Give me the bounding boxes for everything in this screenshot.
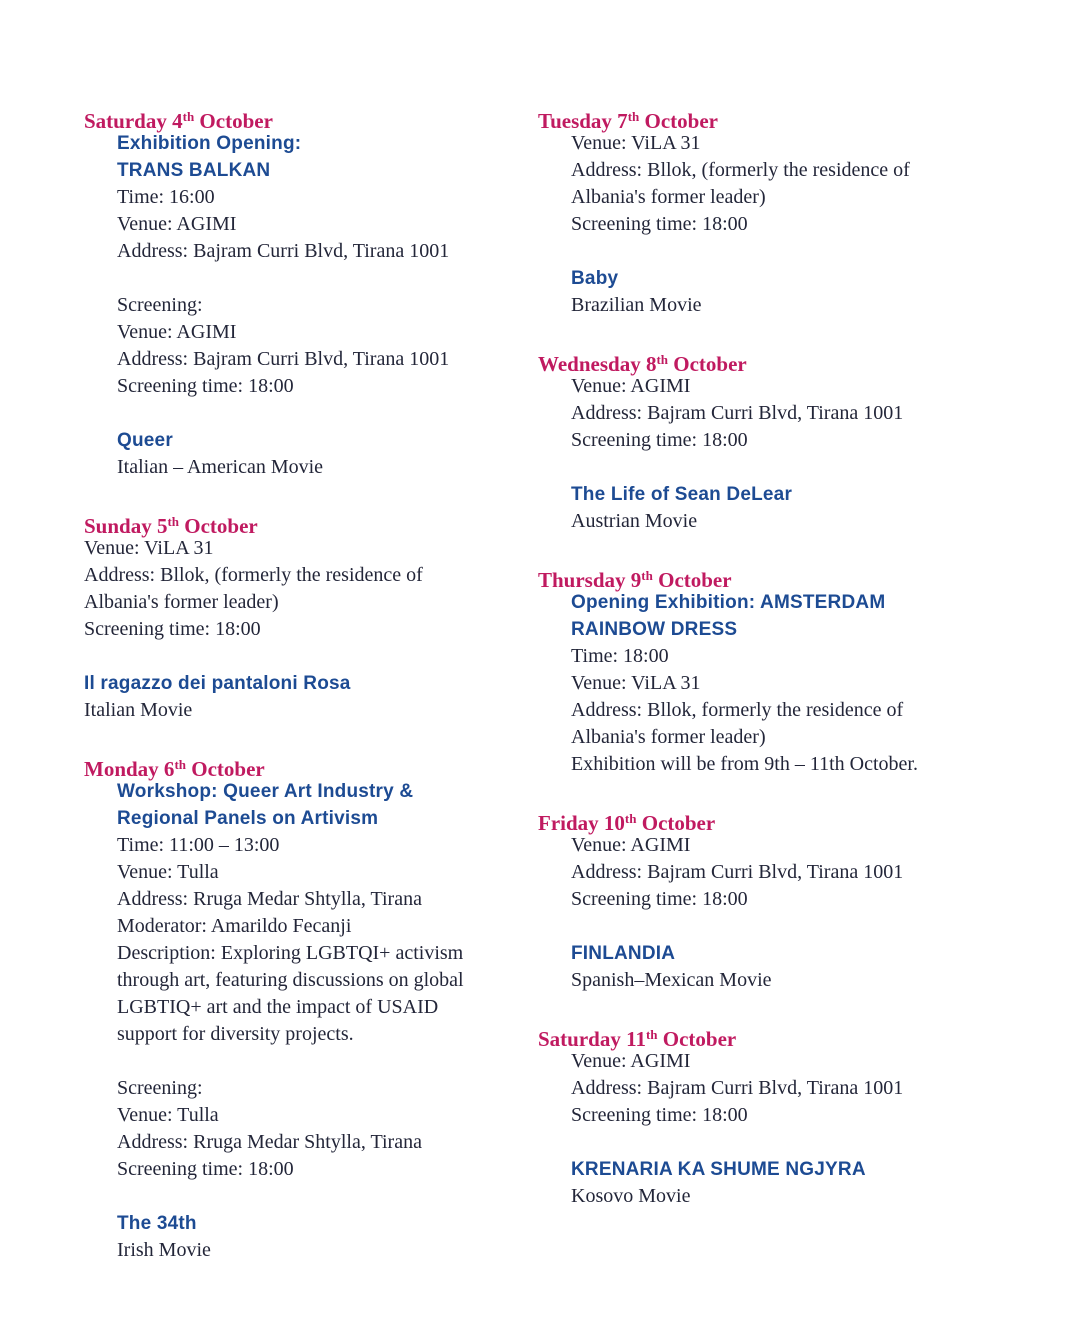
date-ordinal-suffix: th <box>627 109 640 124</box>
event-block <box>84 130 529 265</box>
event-detail-line: Screening time: 18:00 <box>117 375 294 397</box>
event-detail-line: Screening time: 18:00 <box>571 1104 748 1126</box>
date-ordinal-suffix: th <box>167 514 180 529</box>
event-detail-line: Address: Bajram Curri Blvd, Tirana 1001 <box>117 240 450 262</box>
event-title-line: KRENARIA KA SHUME NGJYRA <box>571 1159 866 1180</box>
event-detail-line: Venue: ViLA 31 <box>571 132 701 154</box>
event-detail-line: Screening time: 18:00 <box>571 888 748 910</box>
event-detail-line: Italian Movie <box>84 699 193 721</box>
event-block <box>84 535 529 643</box>
date-month: October <box>179 514 258 538</box>
event-detail-line: Address: Rruga Medar Shtylla, Tirana <box>117 888 422 910</box>
event-detail-line: Time: 11:00 – 13:00 <box>117 834 280 856</box>
event-block <box>84 1210 529 1264</box>
event-title-line: TRANS BALKAN <box>117 160 271 181</box>
event-detail-line: Albania's former leader) <box>84 591 279 613</box>
event-title-line: The Life of Sean DeLear <box>571 484 793 505</box>
date-ordinal-suffix: th <box>645 1027 658 1042</box>
date-month: October <box>194 109 273 133</box>
date-heading <box>84 103 529 133</box>
event-title-line: The 34th <box>117 1213 197 1234</box>
event-title-line: Queer <box>117 430 173 451</box>
date-heading <box>538 562 998 592</box>
date-heading <box>538 1021 998 1051</box>
event-detail-line: Albania's former leader) <box>571 726 766 748</box>
day-section <box>84 508 529 724</box>
event-detail-line: Exhibition will be from 9th – 11th October. <box>571 753 918 775</box>
event-detail-line: Austrian Movie <box>571 510 698 532</box>
day-section <box>538 562 998 778</box>
schedule-column-left <box>84 103 529 1291</box>
date-ordinal-suffix: th <box>174 757 186 772</box>
event-block <box>538 130 998 238</box>
date-month: October <box>652 568 732 592</box>
date-day: Tuesday 7 <box>538 109 628 133</box>
event-detail-line: Address: Bajram Curri Blvd, Tirana 1001 <box>571 861 904 883</box>
event-detail-line: Moderator: Amarildo Fecanji <box>117 915 352 937</box>
date-day: Saturday 4 <box>84 109 183 133</box>
event-detail-line: Screening: <box>117 1077 203 1099</box>
event-block <box>538 589 998 778</box>
date-month: October <box>668 352 747 376</box>
event-title-line: FINLANDIA <box>571 943 676 964</box>
day-section <box>538 1021 998 1210</box>
date-day: Saturday 11 <box>538 1027 646 1051</box>
event-detail-line: Address: Bajram Curri Blvd, Tirana 1001 <box>571 402 904 424</box>
event-block <box>538 373 998 454</box>
event-detail-line: Venue: ViLA 31 <box>571 672 701 694</box>
day-section <box>84 103 529 481</box>
date-day: Thursday 9 <box>538 568 642 592</box>
event-detail-line: Italian – American Movie <box>117 456 324 478</box>
event-detail-line: through art, featuring discussions on global <box>117 969 464 991</box>
event-detail-line: Venue: ViLA 31 <box>84 537 214 559</box>
date-heading <box>84 508 529 538</box>
event-detail-line: Venue: AGIMI <box>117 321 237 343</box>
event-detail-line: Venue: Tulla <box>117 861 219 883</box>
event-detail-line: Irish Movie <box>117 1239 211 1261</box>
event-detail-line: Albania's former leader) <box>571 186 766 208</box>
date-month: October <box>186 757 265 781</box>
event-block <box>538 940 998 994</box>
event-title-line: Opening Exhibition: AMSTERDAM <box>571 592 886 613</box>
event-detail-line: Address: Bajram Curri Blvd, Tirana 1001 <box>571 1077 904 1099</box>
day-section <box>538 103 998 319</box>
event-detail-line: Time: 16:00 <box>117 186 215 208</box>
event-detail-line: Brazilian Movie <box>571 294 702 316</box>
event-title-line: Regional Panels on Artivism <box>117 808 379 829</box>
event-detail-line: support for diversity projects. <box>117 1023 354 1045</box>
event-block <box>538 481 998 535</box>
date-ordinal-suffix: th <box>182 109 195 124</box>
date-day: Friday 10 <box>538 811 625 835</box>
date-ordinal-suffix: th <box>656 352 669 367</box>
date-day: Monday 6 <box>84 757 175 781</box>
event-detail-line: Screening time: 18:00 <box>117 1158 294 1180</box>
date-ordinal-suffix: th <box>624 811 637 826</box>
event-detail-line: Venue: AGIMI <box>117 213 237 235</box>
event-detail-line: Screening time: 18:00 <box>571 429 748 451</box>
event-block <box>84 292 529 400</box>
event-detail-line: Time: 18:00 <box>571 645 669 667</box>
date-month: October <box>636 811 716 835</box>
event-detail-line: Address: Bllok, (formerly the residence of <box>84 564 423 586</box>
day-section <box>538 805 998 994</box>
date-heading <box>84 751 529 781</box>
date-ordinal-suffix: th <box>641 568 653 583</box>
event-detail-line: Address: Bllok, formerly the residence of <box>571 699 904 721</box>
event-detail-line: Screening time: 18:00 <box>84 618 261 640</box>
event-detail-line: LGBTIQ+ art and the impact of USAID <box>117 996 439 1018</box>
event-block <box>84 778 529 1048</box>
event-detail-line: Kosovo Movie <box>571 1185 691 1207</box>
day-section <box>84 751 529 1264</box>
date-heading <box>538 346 998 376</box>
event-detail-line: Venue: AGIMI <box>571 834 691 856</box>
event-block <box>538 265 998 319</box>
event-title-line: Baby <box>571 268 619 289</box>
event-block <box>84 1075 529 1183</box>
event-detail-line: Address: Rruga Medar Shtylla, Tirana <box>117 1131 422 1153</box>
event-title-line: Exhibition Opening: <box>117 133 302 154</box>
event-title-line: RAINBOW DRESS <box>571 619 738 640</box>
date-month: October <box>639 109 718 133</box>
event-block <box>84 427 529 481</box>
date-heading <box>538 103 998 133</box>
date-day: Wednesday 8 <box>538 352 657 376</box>
event-block <box>538 832 998 913</box>
event-detail-line: Address: Bajram Curri Blvd, Tirana 1001 <box>117 348 450 370</box>
event-block <box>84 670 529 724</box>
day-section <box>538 346 998 535</box>
event-detail-line: Description: Exploring LGBTQI+ activism <box>117 942 464 964</box>
event-detail-line: Venue: AGIMI <box>571 1050 691 1072</box>
event-block <box>538 1156 998 1210</box>
event-detail-line: Screening: <box>117 294 203 316</box>
date-heading <box>538 805 998 835</box>
event-detail-line: Screening time: 18:00 <box>571 213 748 235</box>
event-detail-line: Address: Bllok, (formerly the residence of <box>571 159 910 181</box>
event-title-line: Workshop: Queer Art Industry & <box>117 781 414 802</box>
event-detail-line: Spanish–Mexican Movie <box>571 969 772 991</box>
event-detail-line: Venue: Tulla <box>117 1104 219 1126</box>
date-month: October <box>657 1027 737 1051</box>
event-title-line: Il ragazzo dei pantaloni Rosa <box>84 673 351 694</box>
date-day: Sunday 5 <box>84 514 168 538</box>
event-block <box>538 1048 998 1129</box>
schedule-column-right <box>538 103 998 1237</box>
event-detail-line: Venue: AGIMI <box>571 375 691 397</box>
